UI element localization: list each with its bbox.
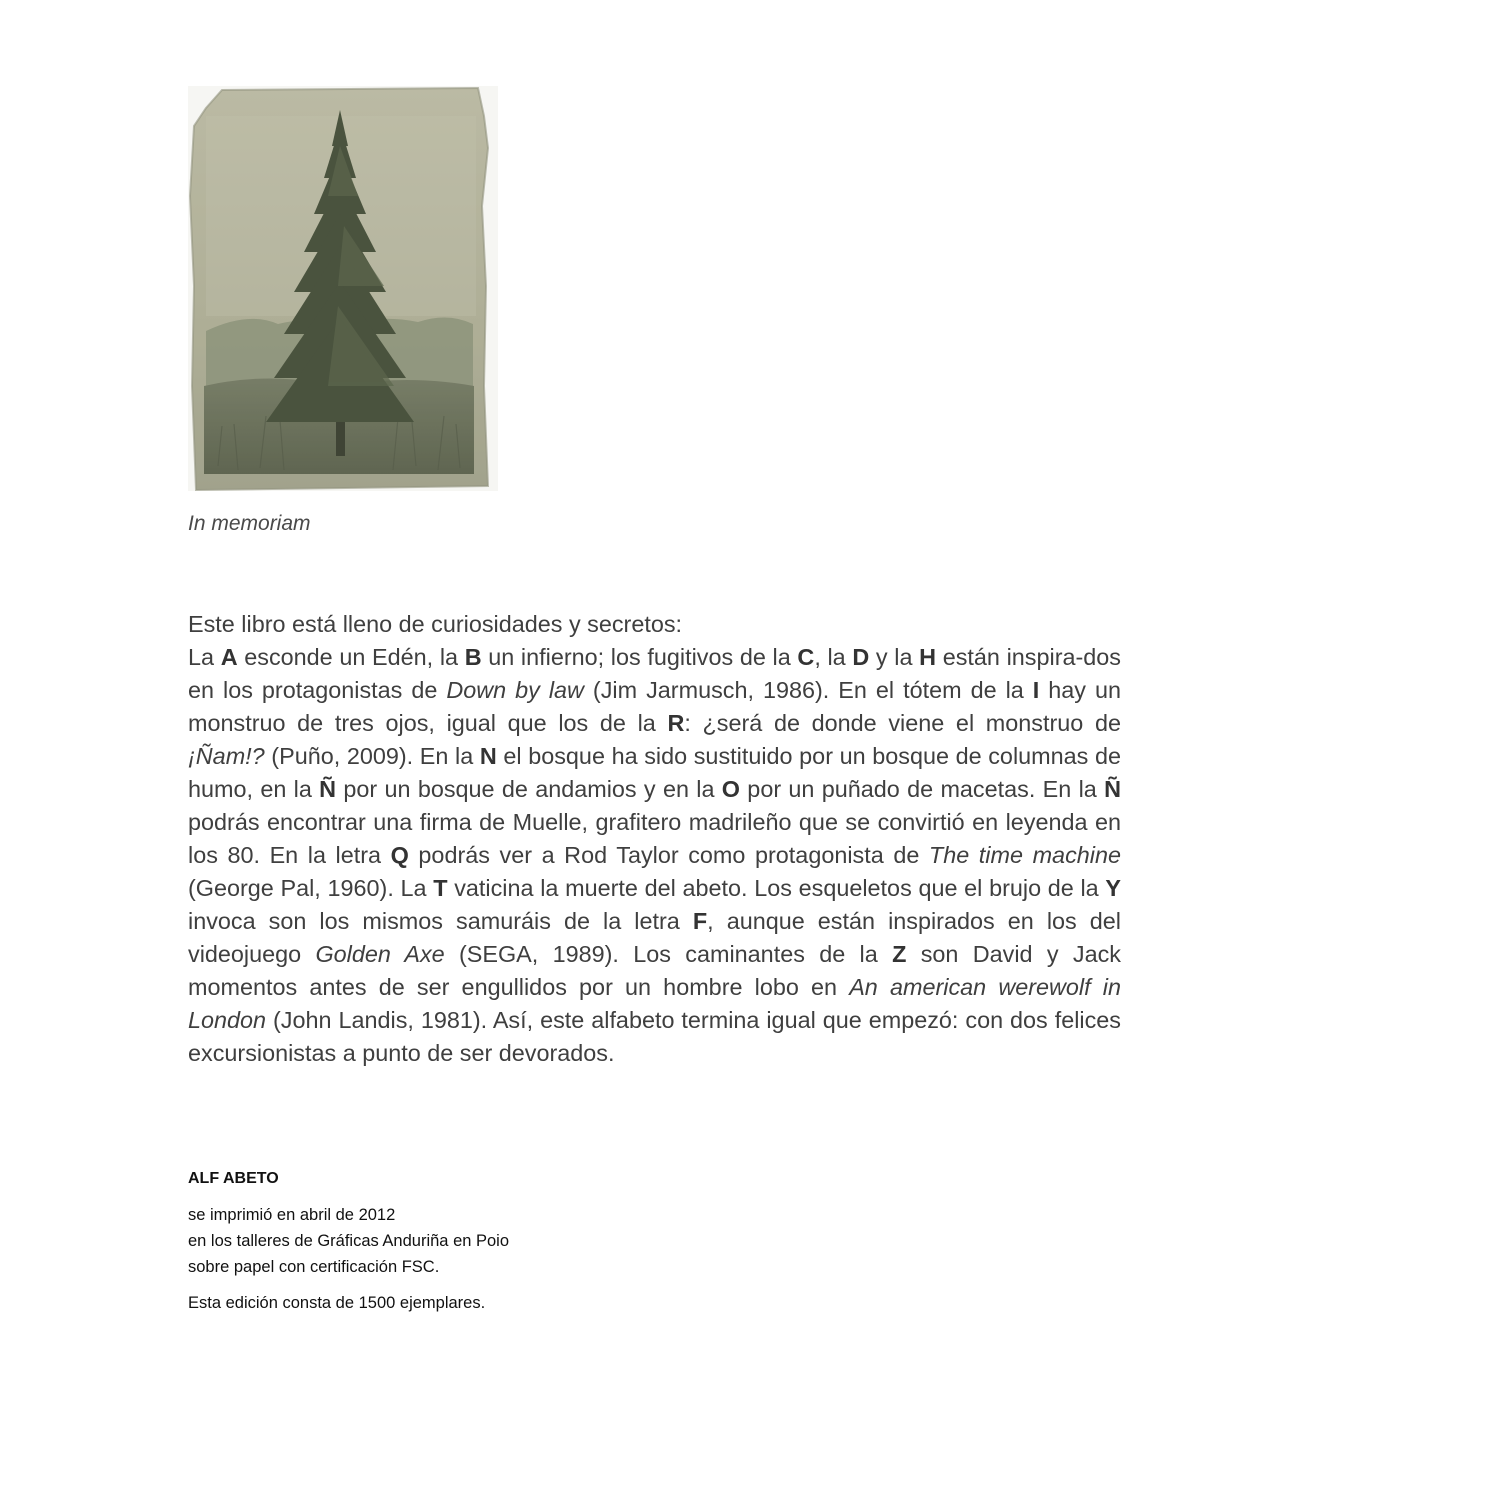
fir-tree-photo xyxy=(188,86,498,491)
letter-highlight: H xyxy=(919,644,937,670)
text-run: , la xyxy=(814,644,853,670)
text-run: (John Landis, 1981). Así, este alfabeto termina igual que empezó: con dos felices excursionistas a punto de ser devorados. xyxy=(188,1007,1121,1066)
intro-line: Este libro está lleno de curiosidades y secretos: xyxy=(188,611,683,637)
colophon-line: se imprimió en abril de 2012 xyxy=(188,1206,396,1224)
secrets-paragraph xyxy=(188,641,1121,1070)
text-run: un infierno; los fugitivos de la xyxy=(481,644,798,670)
photo-caption: In memoriam xyxy=(188,512,311,535)
letter-highlight: R xyxy=(667,710,685,736)
letter-highlight: C xyxy=(797,644,815,670)
letter-highlight: O xyxy=(721,776,740,802)
text-run: por un puñado de macetas. En la xyxy=(740,776,1105,802)
body-text xyxy=(188,608,1121,1070)
colophon-edition: Esta edición consta de 1500 ejemplares. xyxy=(188,1294,486,1312)
text-run: vaticina la muerte del abeto. Los esqueletos que el brujo de la xyxy=(447,875,1106,901)
text-run: son David y Jack momentos antes de ser engullidos por un hombre lobo en xyxy=(188,941,1121,1000)
text-run: (George Pal, 1960). La xyxy=(188,875,434,901)
colophon-lines xyxy=(188,1202,509,1280)
fir-tree-image xyxy=(188,86,498,491)
colophon-line: en los talleres de Gráficas Anduriña en Poio xyxy=(188,1232,510,1250)
text-run: (Puño, 2009). En la xyxy=(264,743,480,769)
letter-highlight: Ñ xyxy=(319,776,337,802)
text-run: esconde un Edén, la xyxy=(237,644,465,670)
letter-highlight: I xyxy=(1032,677,1040,703)
work-title: Down by law xyxy=(446,677,584,703)
text-run: , aunque están inspirados en los del videojuego xyxy=(188,908,1121,967)
text-run: por un bosque de andamios y en la xyxy=(336,776,722,802)
text-run: el bosque ha sido sustituido por un bosque de columnas de humo, en la xyxy=(188,743,1121,802)
letter-highlight: Ñ xyxy=(1104,776,1121,802)
text-run: y la xyxy=(869,644,920,670)
letter-highlight: F xyxy=(692,908,708,934)
text-run: podrás ver a Rod Taylor como protagonista de xyxy=(408,842,929,868)
text-run: hay un monstruo de tres ojos, igual que los de la xyxy=(188,677,1121,736)
letter-highlight: D xyxy=(852,644,870,670)
colophon-title: ALF ABETO xyxy=(188,1170,279,1187)
colophon-line: sobre papel con certificación FSC. xyxy=(188,1258,440,1276)
text-run: podrás encontrar una firma de Muelle, grafitero madrileño que se convirtió en leyenda en los 80. En la letra xyxy=(188,809,1121,868)
text-run: están inspira-dos en los protagonistas de xyxy=(188,644,1121,703)
text-run: La xyxy=(188,644,221,670)
letter-highlight: A xyxy=(220,644,238,670)
letter-highlight: T xyxy=(433,875,448,901)
work-title: The time machine xyxy=(928,842,1121,868)
work-title: Golden Axe xyxy=(315,941,445,967)
text-run: (Jim Jarmusch, 1986). En el tótem de la xyxy=(583,677,1033,703)
letter-highlight: Y xyxy=(1105,875,1121,901)
letter-highlight: Q xyxy=(390,842,409,868)
text-run: invoca son los mismos samuráis de la letra xyxy=(188,908,693,934)
text-run: : ¿será de donde viene el monstruo de xyxy=(684,710,1121,736)
letter-highlight: N xyxy=(479,743,497,769)
letter-highlight: B xyxy=(464,644,482,670)
letter-highlight: Z xyxy=(892,941,907,967)
work-title: ¡Ñam!? xyxy=(188,743,265,769)
text-run: (SEGA, 1989). Los caminantes de la xyxy=(444,941,893,967)
work-title: An american werewolf in London xyxy=(188,974,1121,1033)
